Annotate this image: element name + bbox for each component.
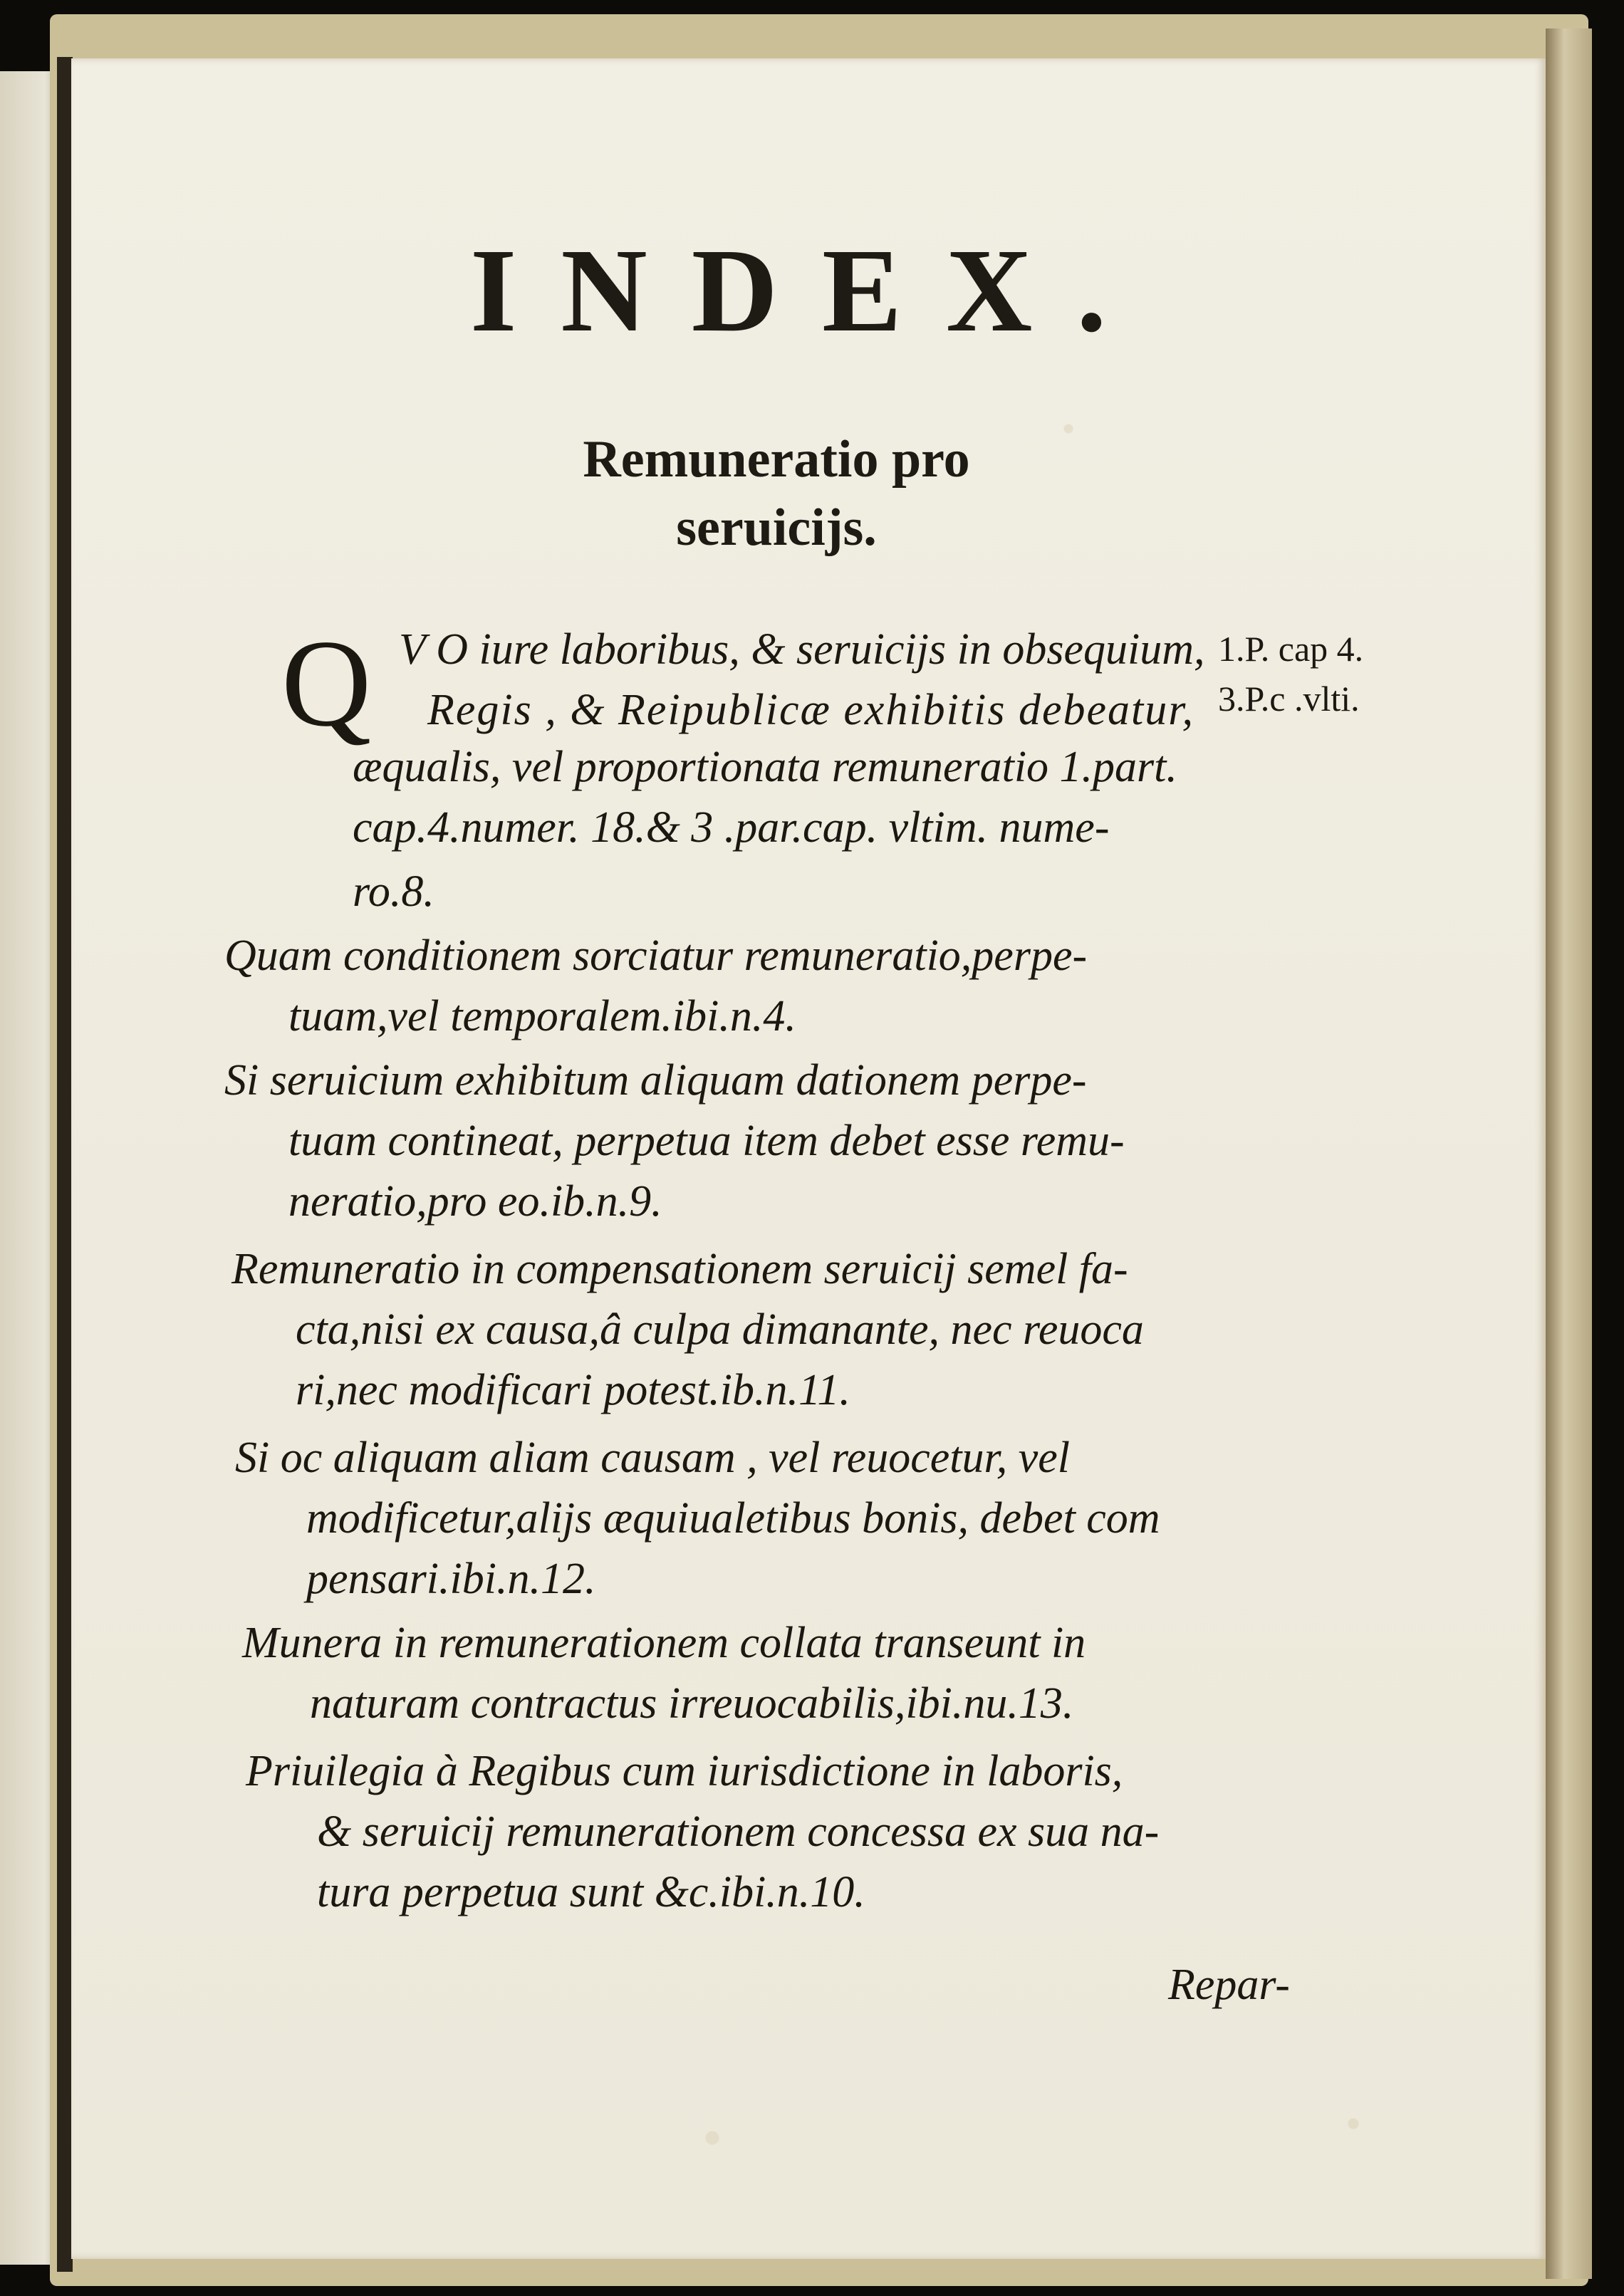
entry-line: & seruicij remunerationem concessa ex sua na- xyxy=(317,1807,1160,1856)
entry-line: tura perpetua sunt &c.ibi.n.10. xyxy=(317,1868,865,1916)
entry-line: cap.4.numer. 18.& 3 .par.cap. vltim. nume- xyxy=(353,803,1110,852)
entry-line: Regis , & Reipublicæ exhibitis debeatur, xyxy=(427,686,1194,734)
section-heading xyxy=(527,425,1026,562)
entry-line: Priuilegia à Regibus cum iurisdictione in laboris, xyxy=(246,1747,1123,1795)
margin-note: 1.P. cap 4. xyxy=(1218,629,1364,669)
entry-line: naturam contractus irreuocabilis,ibi.nu.13. xyxy=(310,1679,1074,1728)
drop-cap: Q xyxy=(281,614,372,752)
book-gutter xyxy=(57,57,73,2272)
entry-line: tuam,vel temporalem.ibi.n.4. xyxy=(288,992,796,1040)
entry-line: neratio,pro eo.ib.n.9. xyxy=(288,1177,662,1226)
entry-line: Si seruicium exhibitum aliquam dationem perpe- xyxy=(224,1056,1087,1105)
entry-line: Si oc aliquam aliam causam , vel reuocetur, vel xyxy=(235,1434,1071,1482)
entry-line: ro.8. xyxy=(353,867,434,916)
entry-line: ri,nec modificari potest.ib.n.11. xyxy=(296,1366,850,1414)
page-title: INDEX. xyxy=(470,224,1151,357)
page-block-edge xyxy=(1546,28,1592,2279)
entry-line: pensari.ibi.n.12. xyxy=(306,1555,596,1603)
section-heading-line-1: Remuneratio pro xyxy=(583,430,970,489)
entry-line: Quam conditionem sorciatur remuneratio,perpe- xyxy=(224,932,1088,980)
section-heading-line-2: seruicijs. xyxy=(676,499,877,557)
catchword: Repar- xyxy=(1168,1961,1290,2009)
entry-line: tuam contineat, perpetua item debet esse remu- xyxy=(288,1117,1125,1165)
entry-line: Remuneratio in compensationem seruicij semel fa- xyxy=(231,1245,1128,1293)
entry-line: cta,nisi ex causa,â culpa dimanante, nec reuoca xyxy=(296,1305,1144,1354)
margin-note: 3.P.c .vlti. xyxy=(1218,679,1360,719)
entry-line: Munera in remunerationem collata transeunt in xyxy=(242,1619,1086,1667)
entry-line: modificetur,alijs æquiualetibus bonis, debet com xyxy=(306,1494,1160,1543)
entry-line: æqualis, vel proportionata remuneratio 1.part. xyxy=(353,743,1177,791)
book-page xyxy=(71,58,1546,2259)
entry-line: V O iure laboribus, & seruicijs in obsequium, xyxy=(399,625,1205,674)
